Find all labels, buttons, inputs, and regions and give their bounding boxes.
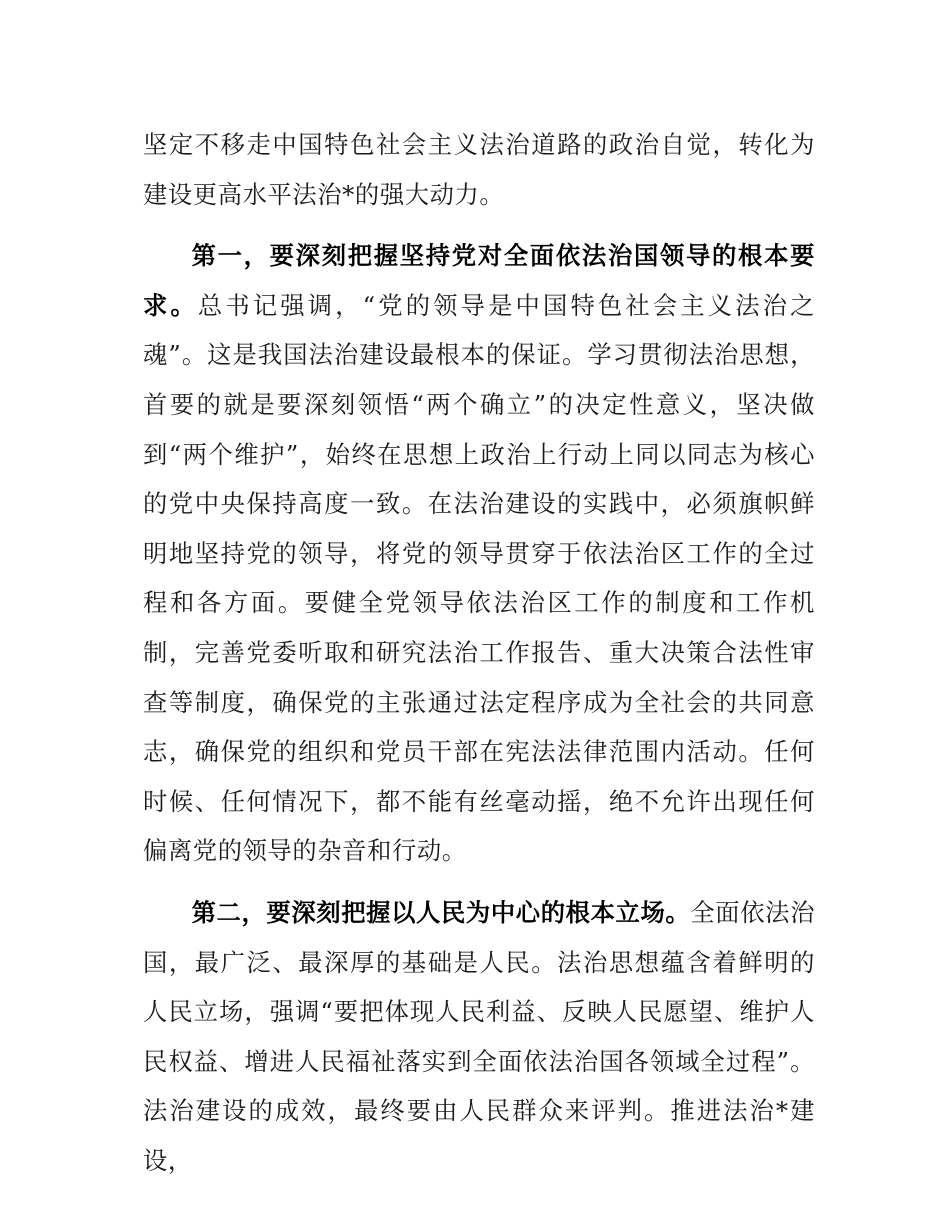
document-body (143, 120, 815, 1185)
paragraph-heading: 第一，要深刻把握坚持党对全面依法治国领导的根本要求。 (143, 241, 815, 320)
paragraph-gap (143, 219, 815, 231)
paragraph-heading: 第二，要深刻把握以人民为中心的根本立场。 (191, 897, 691, 927)
paragraph-text: 全面依法治国，最广泛、最深厚的基础是人民。法治思想蕴含着鲜明的人民立场，强调“要把体现人民利益、反映人民愿望、维护人民权益、增进人民福祉落实到全面依法治国各领域全过程”。法治建设的成效，最终要由人民群众来评判。推进法治*建设， (143, 897, 816, 1175)
paragraph-gap (143, 876, 815, 888)
paragraph-first-point (143, 231, 815, 876)
paragraph-text: 坚定不移走中国特色社会主义法治道路的政治自觉，转化为建设更高水平法治*的强大动力。 (143, 130, 815, 209)
paragraph-text: 总书记强调，“党的领导是中国特色社会主义法治之魂”。这是我国法治建设最根本的保证。学习贯彻法治思想，首要的就是要深刻领悟“两个确立”的决定性意义，坚决做到“两个维护”，始终在思想上政治上行动上同以同志为核心的党中央保持高度一致。在法治建设的实践中，必须旗帜鲜明地坚持党的领导，将党的领导贯穿于依法治区工作的全过程和各方面。要健全党领导依法治区工作的制度和工作机制，完善党委听取和研究法治工作报告、重大决策合法性审查等制度，确保党的主张通过法定程序成为全社会的共同意志，确保党的组织和党员干部在宪法法律范围内活动。任何时候、任何情况下，都不能有丝毫动摇，绝不允许出现任何偏离党的领导的杂音和行动。 (143, 290, 816, 866)
paragraph-second-point (143, 888, 815, 1186)
paragraph-intro-continuation (143, 120, 815, 219)
